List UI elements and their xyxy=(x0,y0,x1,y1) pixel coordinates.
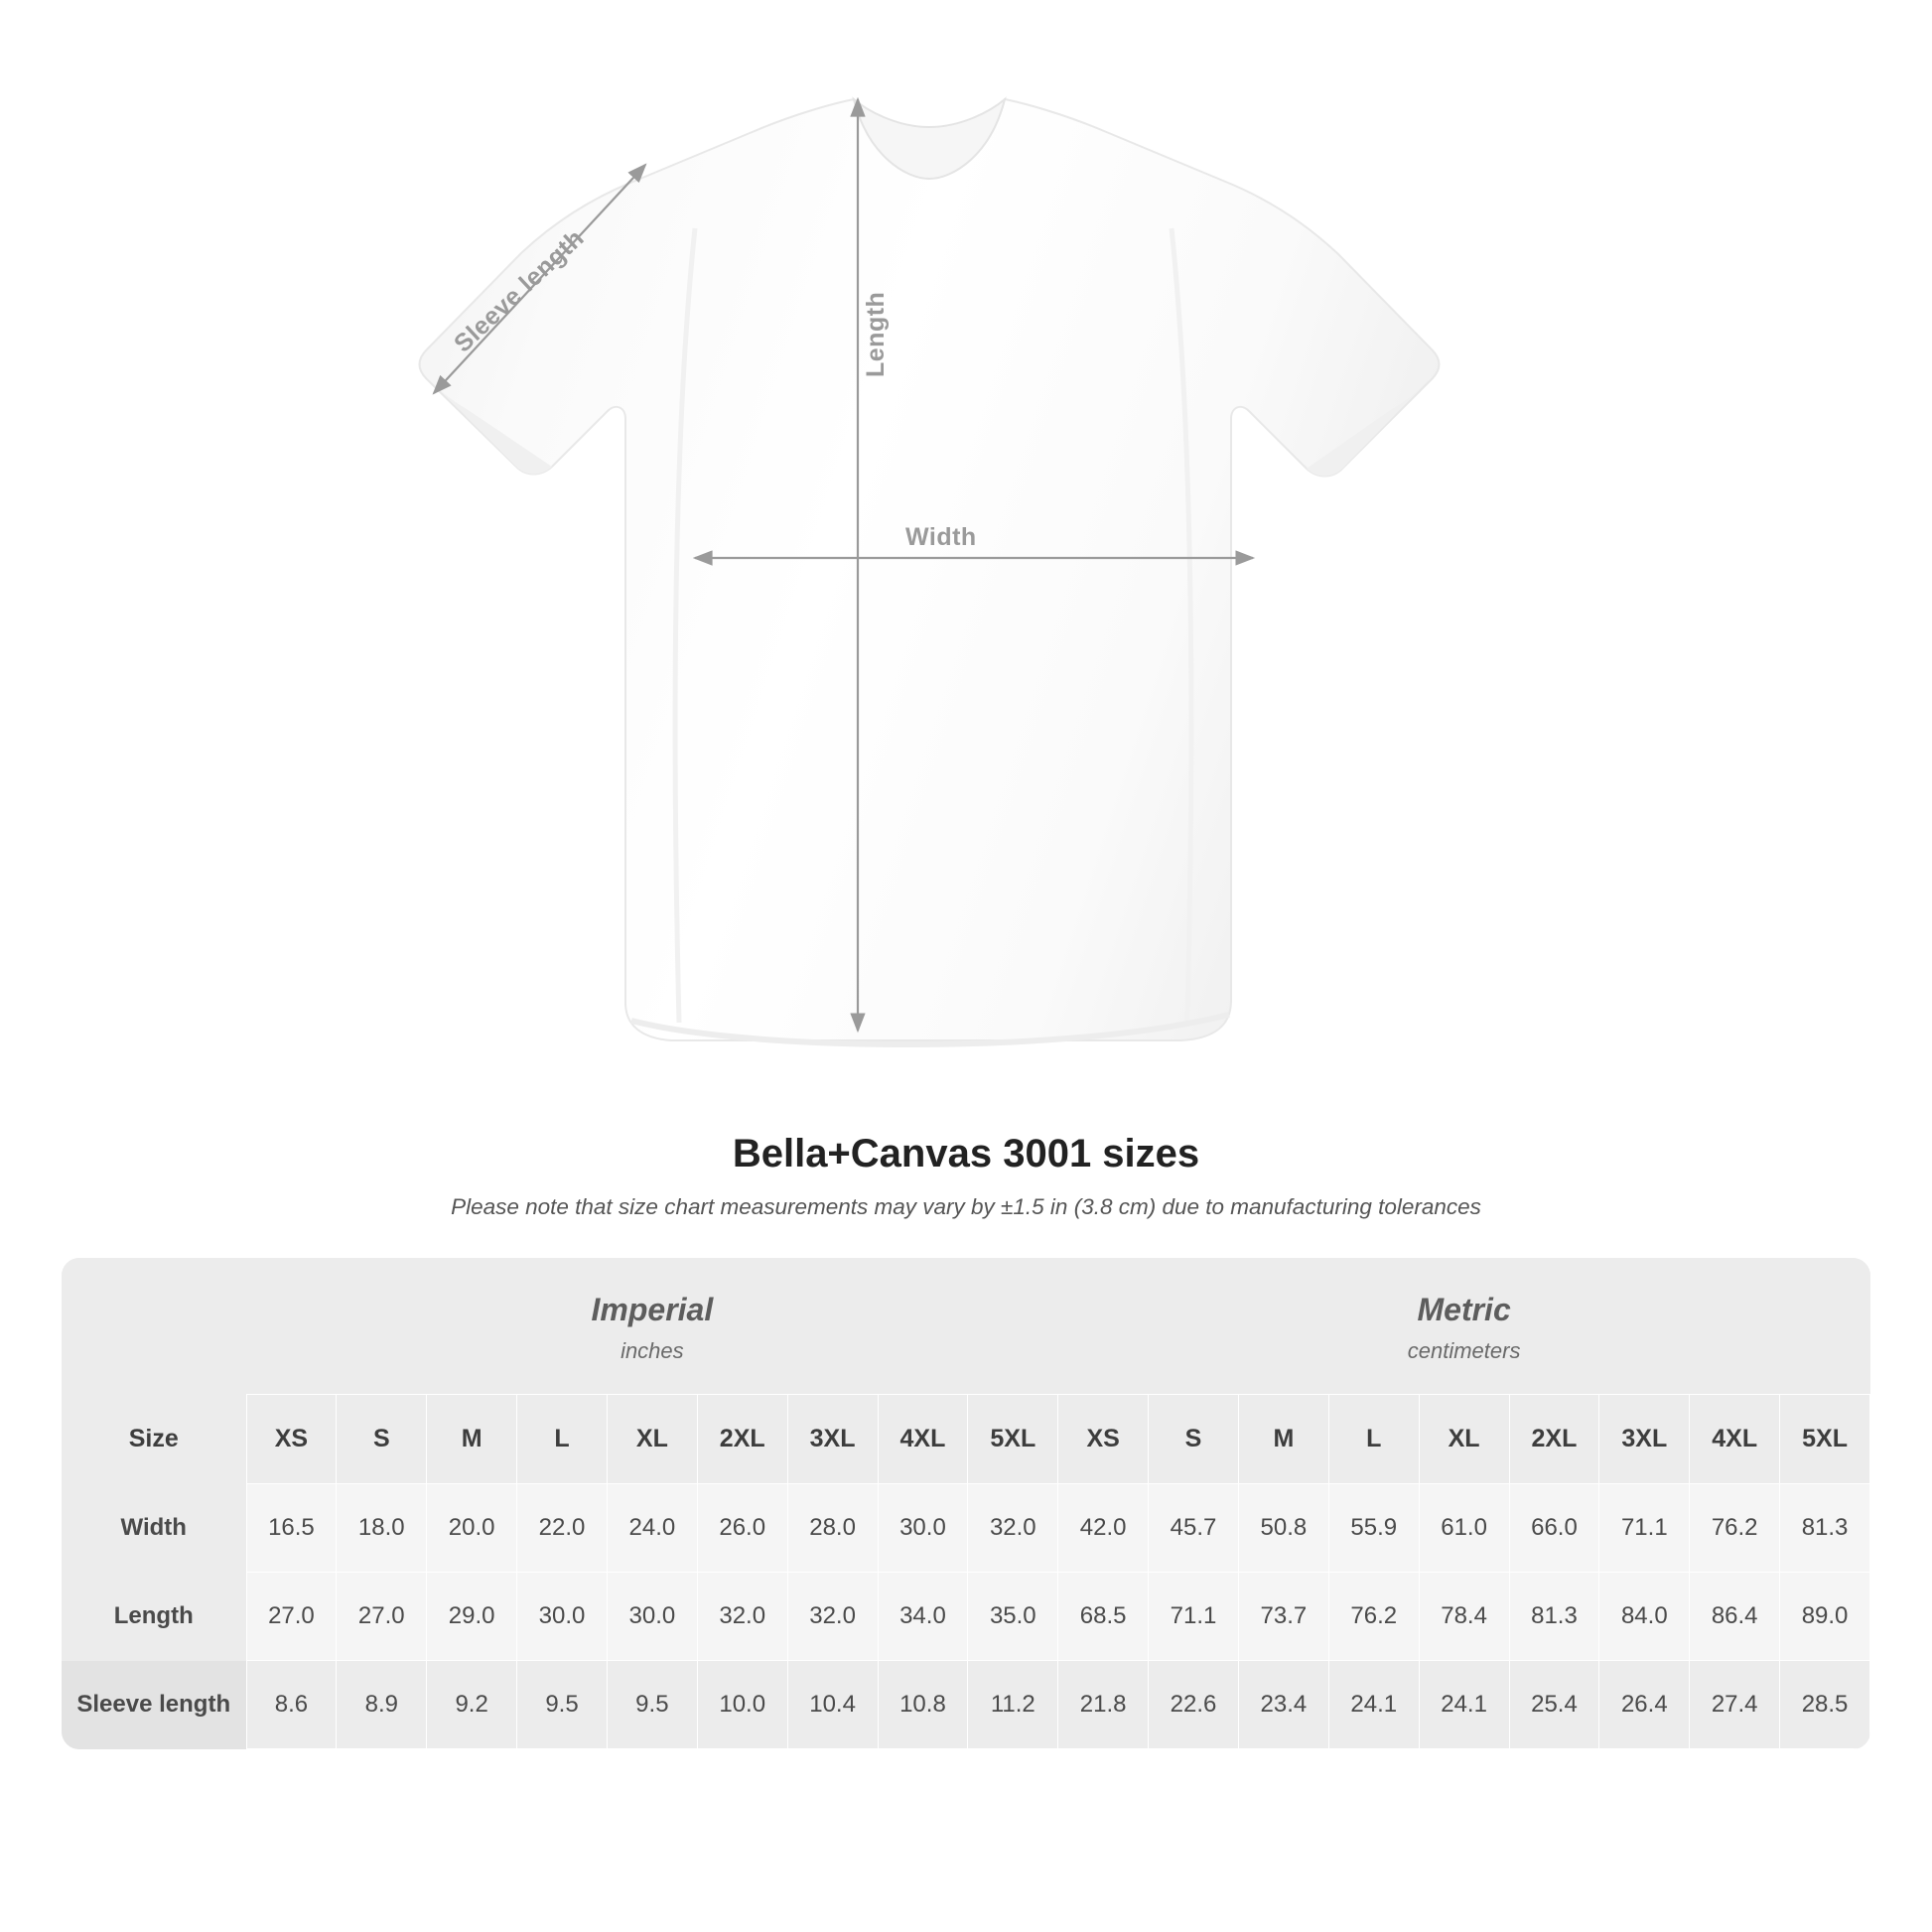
size-header-cell: XS xyxy=(246,1395,337,1484)
table-cell: 10.8 xyxy=(878,1661,968,1749)
table-cell: 29.0 xyxy=(427,1573,517,1661)
size-header-cell: 5XL xyxy=(1780,1395,1870,1484)
table-cell: 28.0 xyxy=(787,1484,878,1573)
table-row xyxy=(62,1573,1870,1661)
table-cell: 30.0 xyxy=(517,1573,608,1661)
table-cell: 35.0 xyxy=(968,1573,1058,1661)
size-header-cell: 5XL xyxy=(968,1395,1058,1484)
table-cell: 50.8 xyxy=(1238,1484,1328,1573)
table-cell: 22.6 xyxy=(1149,1661,1239,1749)
size-header-cell: M xyxy=(1238,1395,1328,1484)
table-cell: 28.5 xyxy=(1780,1661,1870,1749)
table-cell: 86.4 xyxy=(1690,1573,1780,1661)
table-cell: 71.1 xyxy=(1599,1484,1690,1573)
table-cell: 61.0 xyxy=(1419,1484,1509,1573)
table-cell: 89.0 xyxy=(1780,1573,1870,1661)
table-cell: 71.1 xyxy=(1149,1573,1239,1661)
table-cell: 11.2 xyxy=(968,1661,1058,1749)
size-header-cell: M xyxy=(427,1395,517,1484)
size-header-cell: L xyxy=(517,1395,608,1484)
table-cell: 8.9 xyxy=(337,1661,427,1749)
table-cell: 76.2 xyxy=(1690,1484,1780,1573)
table-cell: 84.0 xyxy=(1599,1573,1690,1661)
unit-header-row xyxy=(62,1258,1870,1395)
size-header-cell: XL xyxy=(1419,1395,1509,1484)
table-cell: 68.5 xyxy=(1058,1573,1149,1661)
metric-sublabel: centimeters xyxy=(1407,1338,1521,1363)
table-cell: 22.0 xyxy=(517,1484,608,1573)
page-title: Bella+Canvas 3001 sizes xyxy=(732,1132,1200,1175)
corner-cell xyxy=(62,1258,246,1395)
table-row xyxy=(62,1661,1870,1749)
imperial-sublabel: inches xyxy=(621,1338,684,1363)
table-cell: 30.0 xyxy=(607,1573,697,1661)
table-cell: 45.7 xyxy=(1149,1484,1239,1573)
table-cell: 27.4 xyxy=(1690,1661,1780,1749)
table-cell: 55.9 xyxy=(1328,1484,1419,1573)
table-cell: 81.3 xyxy=(1780,1484,1870,1573)
table-cell: 20.0 xyxy=(427,1484,517,1573)
table-cell: 66.0 xyxy=(1509,1484,1599,1573)
size-header-cell: 2XL xyxy=(1509,1395,1599,1484)
table-cell: 32.0 xyxy=(787,1573,878,1661)
table-cell: 10.4 xyxy=(787,1661,878,1749)
table-cell: 10.0 xyxy=(697,1661,787,1749)
size-header-cell: 3XL xyxy=(1599,1395,1690,1484)
size-header-cell: S xyxy=(1149,1395,1239,1484)
row-label-length: Length xyxy=(62,1573,246,1661)
metric-unit-header xyxy=(1058,1258,1870,1395)
size-header-label: Size xyxy=(62,1395,246,1484)
size-table-container xyxy=(62,1258,1870,1749)
table-cell: 24.1 xyxy=(1419,1661,1509,1749)
table-cell: 9.5 xyxy=(517,1661,608,1749)
table-cell: 78.4 xyxy=(1419,1573,1509,1661)
table-cell: 27.0 xyxy=(246,1573,337,1661)
tolerance-note: Please note that size chart measurements may vary by ±1.5 in (3.8 cm) due to manufacturing tolerances xyxy=(451,1194,1481,1219)
length-dimension-label: Length xyxy=(862,291,890,377)
table-cell: 8.6 xyxy=(246,1661,337,1749)
table-cell: 18.0 xyxy=(337,1484,427,1573)
table-cell: 27.0 xyxy=(337,1573,427,1661)
table-cell: 26.0 xyxy=(697,1484,787,1573)
row-label-width: Width xyxy=(62,1484,246,1573)
size-header-cell: XL xyxy=(607,1395,697,1484)
table-cell: 25.4 xyxy=(1509,1661,1599,1749)
size-header-cell: L xyxy=(1328,1395,1419,1484)
table-cell: 32.0 xyxy=(697,1573,787,1661)
title-block xyxy=(0,1132,1932,1220)
size-header-cell: S xyxy=(337,1395,427,1484)
table-cell: 34.0 xyxy=(878,1573,968,1661)
imperial-unit-header xyxy=(246,1258,1058,1395)
table-cell: 16.5 xyxy=(246,1484,337,1573)
size-header-cell: XS xyxy=(1058,1395,1149,1484)
table-cell: 73.7 xyxy=(1238,1573,1328,1661)
size-header-cell: 3XL xyxy=(787,1395,878,1484)
width-dimension-label: Width xyxy=(905,523,977,551)
table-cell: 9.2 xyxy=(427,1661,517,1749)
table-cell: 76.2 xyxy=(1328,1573,1419,1661)
table-cell: 32.0 xyxy=(968,1484,1058,1573)
table-cell: 9.5 xyxy=(607,1661,697,1749)
table-cell: 24.0 xyxy=(607,1484,697,1573)
table-cell: 81.3 xyxy=(1509,1573,1599,1661)
table-cell: 23.4 xyxy=(1238,1661,1328,1749)
table-cell: 24.1 xyxy=(1328,1661,1419,1749)
table-cell: 30.0 xyxy=(878,1484,968,1573)
table-cell: 26.4 xyxy=(1599,1661,1690,1749)
table-cell: 42.0 xyxy=(1058,1484,1149,1573)
size-table xyxy=(62,1258,1870,1749)
size-header-cell: 4XL xyxy=(878,1395,968,1484)
size-header-row xyxy=(62,1395,1870,1484)
table-row xyxy=(62,1484,1870,1573)
size-header-cell: 4XL xyxy=(1690,1395,1780,1484)
sleeve-length-dimension-label: Sleeve length xyxy=(449,223,590,358)
imperial-label: Imperial xyxy=(591,1292,714,1327)
metric-label: Metric xyxy=(1417,1292,1511,1327)
row-label-sleeve-length: Sleeve length xyxy=(62,1661,246,1749)
size-header-cell: 2XL xyxy=(697,1395,787,1484)
table-cell: 21.8 xyxy=(1058,1661,1149,1749)
